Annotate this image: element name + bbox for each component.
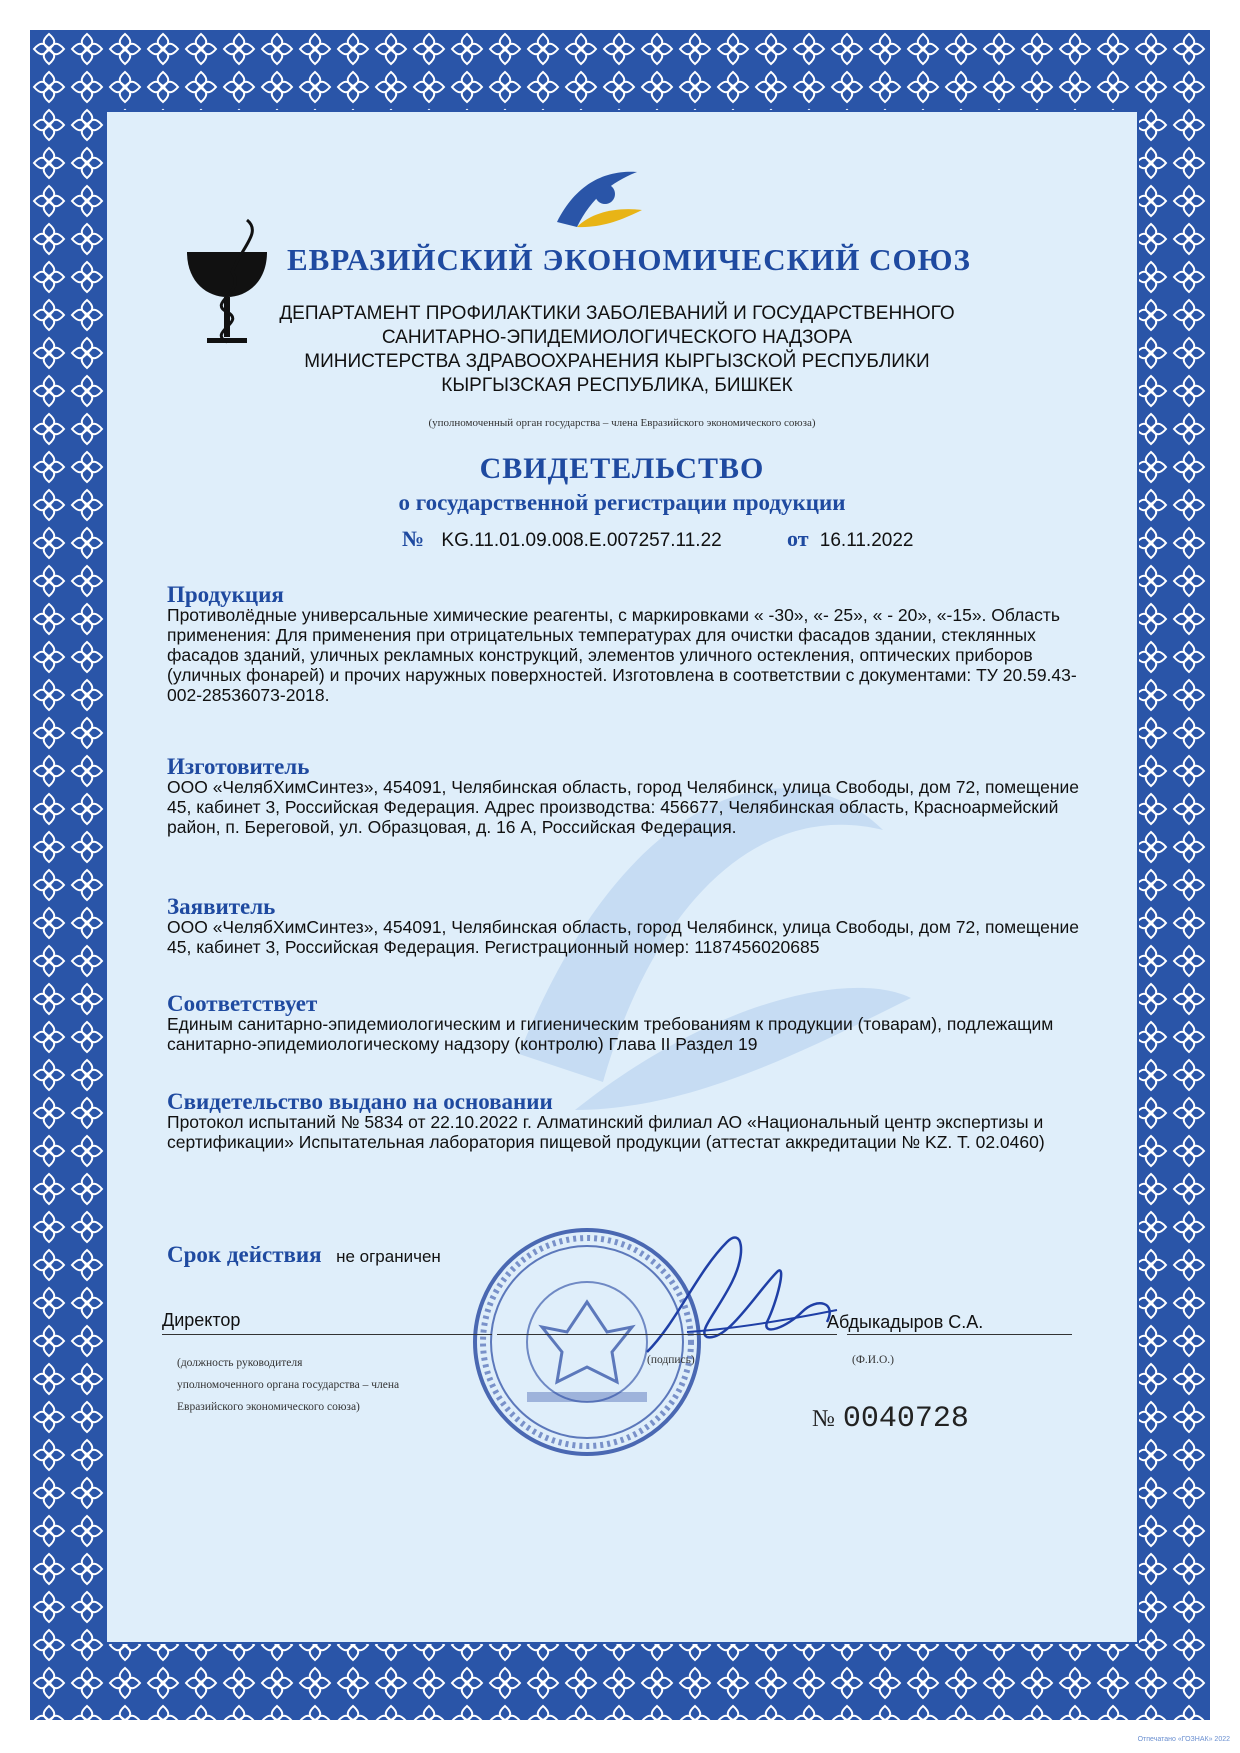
basis-section bbox=[167, 1089, 1087, 1152]
position-note-line: (должность руководителя bbox=[177, 1357, 303, 1369]
registration-line bbox=[402, 526, 1102, 552]
director-title: Директор bbox=[162, 1310, 241, 1330]
certificate-title: СВИДЕТЕЛЬСТВО bbox=[479, 452, 765, 485]
manufacturer-heading: Изготовитель bbox=[167, 754, 310, 779]
ornamental-border bbox=[30, 30, 1210, 1720]
department-line: МИНИСТЕРСТВА ЗДРАВООХРАНЕНИЯ КЫРГЫЗСКОЙ РЕСПУБЛИКИ bbox=[304, 351, 930, 372]
manufacturer-text: ООО «ЧелябХимСинтез», 454091, Челябинская область, город Челябинск, улица Свободы, дом 72, помещение 45, кабинет 3, Российская Федерация. Адрес производства: 456677, Челябинская область, Красноармейский район, п. Береговой, ул. Образцовая, д. 16 А, Российская Федерация. bbox=[167, 777, 1080, 837]
position-note-line: Евразийского экономического союза) bbox=[177, 1401, 360, 1413]
department-line: САНИТАРНО-ЭПИДЕМИОЛОГИЧЕСКОГО НАДЗОРА bbox=[381, 327, 853, 348]
director-name: Абдыкадыров С.А. bbox=[827, 1312, 984, 1332]
position-note-line: уполномоченного органа государства – члена bbox=[177, 1379, 400, 1391]
department-line: КЫРГЫЗСКАЯ РЕСПУБЛИКА, БИШКЕК bbox=[441, 375, 793, 396]
basis-heading: Свидетельство выдано на основании bbox=[167, 1089, 553, 1114]
print-note: Отпечатано «ГОЗНАК» 2022 bbox=[1137, 1736, 1230, 1743]
applicant-heading: Заявитель bbox=[167, 894, 276, 919]
position-note bbox=[177, 1352, 507, 1418]
position-underline bbox=[162, 1334, 492, 1335]
fio-note: (Ф.И.О.) bbox=[852, 1354, 894, 1366]
compliance-section bbox=[167, 991, 1087, 1054]
validity-value: не ограничен bbox=[336, 1247, 441, 1266]
signature-icon bbox=[627, 1212, 857, 1372]
validity-label: Срок действия bbox=[167, 1242, 322, 1267]
compliance-heading: Соответствует bbox=[167, 991, 318, 1016]
blank-number-value: 0040728 bbox=[842, 1402, 969, 1436]
basis-text: Протокол испытаний № 5834 от 22.10.2022 г. Алматинский филиал АО «Национальный центр экспертизы и сертификации» Испытательная лаборатория пищевой продукции (аттестат аккредитации № KZ. Т. 02.0460) bbox=[167, 1112, 1045, 1152]
manufacturer-section bbox=[167, 754, 1087, 837]
authority-note: (уполномоченный орган государства – члена Евразийского экономического союза) bbox=[428, 417, 816, 429]
department-block bbox=[187, 302, 1047, 398]
signature-underline bbox=[497, 1334, 837, 1335]
certificate-subtitle: о государственной регистрации продукции bbox=[398, 490, 846, 515]
product-heading: Продукция bbox=[167, 582, 284, 607]
name-underline bbox=[847, 1334, 1072, 1335]
number-label: № bbox=[402, 526, 425, 551]
product-text: Противолёдные универсальные химические реагенты, с маркировками « -30», «- 25», « - 20», «-15». Область применения: Для применения при отрицательных температурах для очистки фасадов здании, стеклянных фасадов зданий, уличных рекламных конструкций, элементов уличного остекления, оптических приборов (уличных фонарей) и прочих наружных поверхностей. Изготовлена в соответствии с документами: ТУ 20.59.43-002-28536073-2018. bbox=[167, 605, 1077, 705]
signature-note: (подпись) bbox=[647, 1354, 695, 1366]
product-section bbox=[167, 582, 1087, 705]
blank-number-label: № bbox=[812, 1406, 835, 1432]
department-line: ДЕПАРТАМЕНТ ПРОФИЛАКТИКИ ЗАБОЛЕВАНИЙ И ГОСУДАРСТВЕННОГО bbox=[279, 303, 955, 324]
applicant-text: ООО «ЧелябХимСинтез», 454091, Челябинская область, город Челябинск, улица Свободы, дом 72, помещение 45, кабинет 3, Российская Федерация. Регистрационный номер: 1187456020685 bbox=[167, 917, 1080, 957]
certificate-date: 16.11.2022 bbox=[819, 530, 914, 551]
applicant-section bbox=[167, 894, 1087, 957]
blank-number bbox=[812, 1402, 969, 1436]
union-title: ЕВРАЗИЙСКИЙ ЭКОНОМИЧЕСКИЙ СОЮЗ bbox=[287, 242, 971, 277]
certificate-number: KG.11.01.09.008.Е.007257.11.22 bbox=[441, 530, 722, 551]
eaeu-logo-icon bbox=[547, 162, 647, 232]
compliance-text: Единым санитарно-эпидемиологическим и гигиеническим требованиям к продукции (товарам), подлежащим санитарно-эпидемиологическому надзору (контролю) Глава II Раздел 19 bbox=[167, 1014, 1054, 1054]
certificate-body bbox=[105, 110, 1139, 1644]
date-label: от bbox=[786, 526, 809, 551]
